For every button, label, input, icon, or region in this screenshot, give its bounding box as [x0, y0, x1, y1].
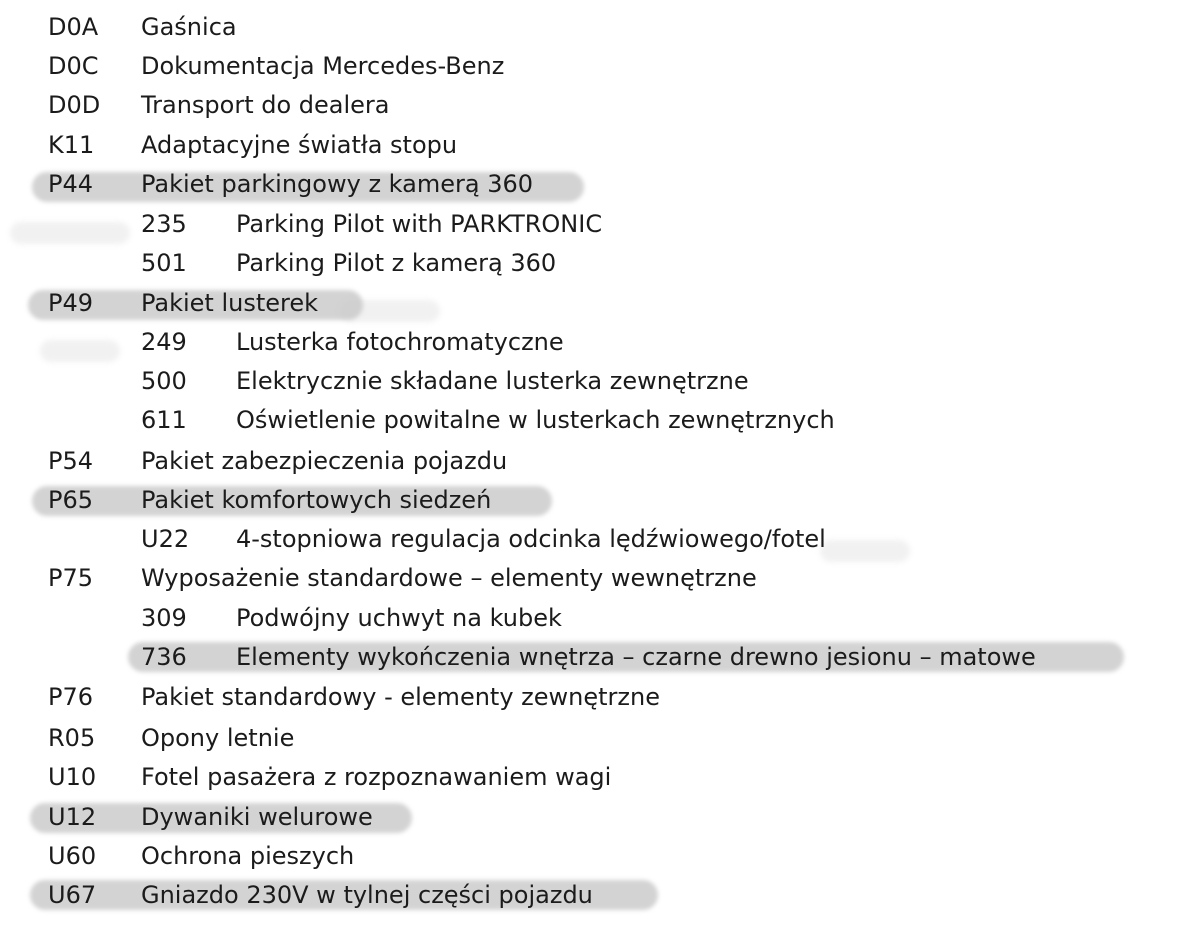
option-label: Adaptacyjne światła stopu — [141, 131, 458, 159]
option-label: Dokumentacja Mercedes-Benz — [141, 52, 505, 80]
option-code: U67 — [48, 881, 97, 909]
option-label: Pakiet standardowy - elementy zewnętrzne — [141, 683, 660, 711]
option-code: 611 — [141, 406, 187, 434]
option-label: Parking Pilot with PARKTRONIC — [236, 210, 603, 238]
option-label: Pakiet komfortowych siedzeń — [141, 486, 492, 514]
option-label: Pakiet lusterek — [141, 289, 319, 317]
option-code: 736 — [141, 643, 187, 671]
option-label: Elektrycznie składane lusterka zewnętrzne — [236, 367, 749, 395]
option-label: Elementy wykończenia wnętrza – czarne drewno jesionu – matowe — [236, 643, 1036, 671]
option-code: 309 — [141, 604, 187, 632]
option-label: Transport do dealera — [141, 91, 390, 119]
option-label: Podwójny uchwyt na kubek — [236, 604, 562, 632]
option-code: P54 — [48, 447, 94, 475]
option-code: K11 — [48, 131, 95, 159]
option-code: P44 — [48, 170, 94, 198]
option-label: Pakiet zabezpieczenia pojazdu — [141, 447, 508, 475]
option-label: Ochrona pieszych — [141, 842, 355, 870]
option-code: D0D — [48, 91, 101, 119]
option-code: P65 — [48, 486, 94, 514]
bleed-mark — [10, 222, 130, 244]
option-code: P49 — [48, 289, 94, 317]
option-label: Opony letnie — [141, 724, 295, 752]
option-label: Gniazdo 230V w tylnej części pojazdu — [141, 881, 593, 909]
bleed-mark — [820, 540, 910, 562]
option-label: Fotel pasażera z rozpoznawaniem wagi — [141, 763, 612, 791]
option-code: U22 — [141, 525, 190, 553]
option-label: Gaśnica — [141, 13, 237, 41]
option-code: 500 — [141, 367, 187, 395]
option-label: Oświetlenie powitalne w lusterkach zewnętrznych — [236, 406, 835, 434]
option-code: U60 — [48, 842, 97, 870]
option-code: U10 — [48, 763, 97, 791]
option-code: P76 — [48, 683, 94, 711]
option-code: P75 — [48, 564, 94, 592]
option-code: R05 — [48, 724, 96, 752]
option-code: D0A — [48, 13, 99, 41]
option-code: 249 — [141, 328, 187, 356]
option-label: Parking Pilot z kamerą 360 — [236, 249, 557, 277]
option-label: Dywaniki welurowe — [141, 803, 373, 831]
bleed-mark — [40, 340, 120, 362]
option-label: 4-stopniowa regulacja odcinka lędźwiowego/fotel — [236, 525, 826, 553]
bleed-mark — [340, 300, 440, 322]
option-label: Pakiet parkingowy z kamerą 360 — [141, 170, 534, 198]
option-label: Lusterka fotochromatyczne — [236, 328, 564, 356]
option-code: U12 — [48, 803, 97, 831]
option-code: D0C — [48, 52, 99, 80]
option-code: 501 — [141, 249, 187, 277]
option-code: 235 — [141, 210, 187, 238]
option-label: Wyposażenie standardowe – elementy wewnętrzne — [141, 564, 757, 592]
